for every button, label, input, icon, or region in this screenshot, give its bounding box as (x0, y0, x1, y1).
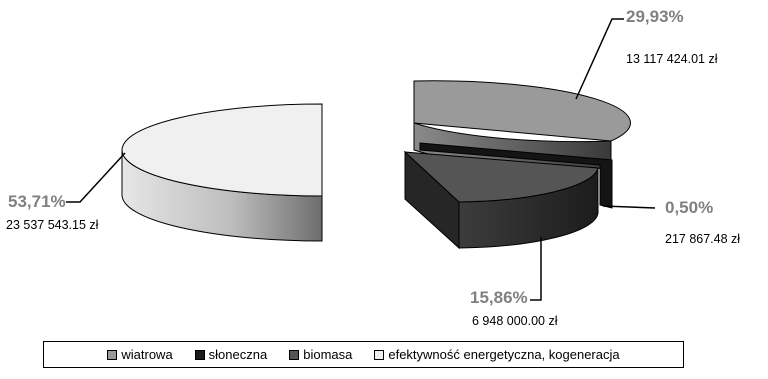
leader-line-wiatrowa (576, 19, 624, 99)
legend (43, 341, 684, 368)
legend-label-wiatrowa: wiatrowa (121, 347, 173, 362)
legend-label-sloneczna: słoneczna (208, 347, 268, 362)
label-percent-efektywnosc: 53,71% (8, 192, 66, 211)
legend-swatch-sloneczna (195, 350, 205, 360)
legend-swatch-wiatrowa (107, 350, 117, 360)
label-amount-biomasa: 6 948 000.00 zł (472, 314, 558, 328)
leader-line-efektywnosc (66, 153, 125, 202)
label-amount-wiatrowa: 13 117 424.01 zł (626, 52, 718, 66)
legend-label-efektywnosc: efektywność energetyczna, kogeneracja (388, 347, 620, 362)
label-percent-biomasa: 15,86% (470, 288, 528, 307)
legend-label-biomasa: biomasa (303, 347, 353, 362)
legend-swatch-biomasa (289, 350, 299, 360)
label-amount-efektywnosc: 23 537 543.15 zł (6, 218, 99, 232)
legend-swatch-efektywnosc (374, 350, 384, 360)
label-amount-sloneczna: 217 867.48 zł (665, 232, 741, 246)
slice-biomasa (405, 152, 598, 248)
leader-line-biomasa (530, 237, 541, 300)
label-percent-sloneczna: 0,50% (665, 198, 714, 217)
legend-item-wiatrowa (107, 347, 172, 362)
label-percent-wiatrowa: 29,93% (626, 7, 684, 26)
legend-item-sloneczna (195, 347, 268, 362)
slice-efektywnosc (122, 104, 322, 241)
legend-item-efektywnosc (374, 347, 619, 362)
legend-item-biomasa (289, 347, 352, 362)
